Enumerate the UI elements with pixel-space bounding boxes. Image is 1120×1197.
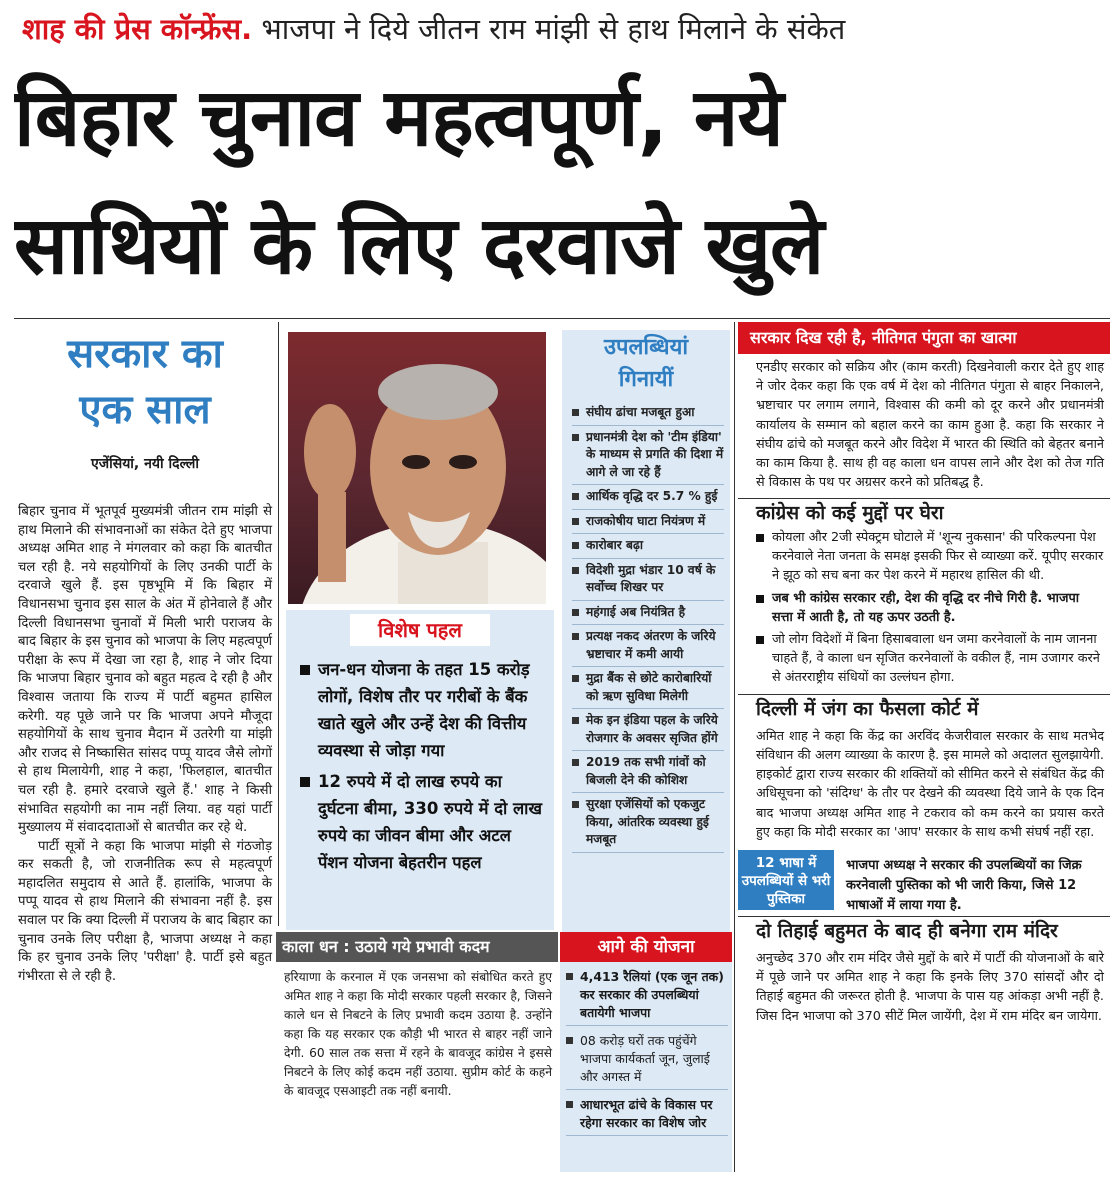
left-paragraph-1: बिहार चुनाव में भूतपूर्व मुख्यमंत्री जीतन राम मांझी से हाथ मिलाने की संभावनाओं का संकेत देते हुए भाजपा अध्यक्ष अमित शाह ने मंगलवार को कहा कि बातचीत चल रही है. नये सहयोगियों के लिए उनकी पार्टी के दरवाजे खुले हैं. इस पृष्ठभूमि में कि बिहार में विधानसभा चुनाव इस साल के अंत में होनेवाले हैं और दिल्ली विधानसभा चुनावों में मिली भारी पराजय के बाद बिहार के इस चुनाव को भाजपा के लिए महत्वपूर्ण परीक्षा के रूप में देखा जा रहा है, शाह ने जोर दिया कि भाजपा बिहार चुनाव को बहुत महत्व दे रही है और विश्वास जताया कि राज्य में पार्टी बहुमत हासिल करेगी. यह पूछे जाने पर कि भाजपा अपने मौजूदा सहयोगियों के साथ चुनाव मैदान में उतरेगी या मांझी और राजद से निष्कासित सांसद पप्पू यादव जैसे लोगों से हाथ मिलायेगी, शाह ने कहा, 'फिलहाल, बातचीत चल रही है. हमारे दरवाजे खुले हैं.' शाह ने किसी संभावित सहयोगी का नाम नहीं लिया. वह यहां पार्टी मुख्यालय में संवाददाताओं से बातचीत कर रहे थे. [18, 504, 272, 836]
list-item: राजकोषीय घाटा नियंत्रण में [572, 513, 724, 535]
section-heading-congress: कांग्रेस को कई मुद्दों पर घेरा [738, 498, 1110, 527]
section-bar-policy: सरकार दिख रही है, नीतिगत पंगुता का खात्मा [738, 322, 1110, 354]
list-item: 12 रुपये में दो लाख रुपये का दुर्घटना बीमा, 330 रुपये में दो लाख रुपये का जीवन बीमा और अटल पेंशन योजना बेहतरीन पहल [300, 768, 544, 876]
special-initiatives-box [286, 610, 554, 930]
future-plan-box [560, 932, 732, 1172]
right-column [738, 322, 1110, 1172]
list-item: आर्थिक वृद्धि दर 5.7 % हुई [572, 488, 724, 510]
headline-divider [14, 318, 1110, 319]
left-paragraph-2: पार्टी सूत्रों ने कहा कि भाजपा मांझी से गंठजोड़ कर सकती है, जो राजनीतिक रूप से महत्वपूर्ण महादलित समुदाय से आते हैं. हालांकि, भाजपा के पप्पू यादव से हाथ मिलाने की संभावना नहीं है. इस सवाल पर कि क्या दिल्ली में पराजय के बाद बिहार का चुनाव उनके लिए परीक्षा है, भाजपा अध्यक्ष ने कहा कि हर चुनाव उनके लिए 'परीक्षा' है. पार्टी इसे बहुत गंभीरता से ले रही है. [18, 838, 272, 984]
list-item: जब भी कांग्रेस सरकार रही, देश की वृद्धि दर नीचे गिरी है. भाजपा सत्ता में आती है, तो यह ऊपर उठती है. [756, 590, 1104, 628]
achievements-list [572, 404, 724, 853]
list-item: विदेशी मुद्रा भंडार 10 वर्ष के सर्वोच्च शिखर पर [572, 562, 724, 601]
black-money-box [276, 932, 558, 1172]
achievements-title [562, 332, 730, 396]
special-initiatives-list [300, 656, 544, 876]
list-item: कोयला और 2जी स्पेक्ट्रम घोटाले में 'शून्य नुकसान' की परिकल्पना पेश करनेवाले नेता जनता के समक्ष इसकी फिर से व्याख्या करें. यूपीए सरकार ने झूठ को सच बना कर पेश करने में महारथ हासिल की थी. [756, 529, 1104, 585]
list-item: संघीय ढांचा मजबूत हुआ [572, 404, 724, 426]
list-item: मुद्रा बैंक से छोटे कारोबारियों को ऋण सुविधा मिलेगी [572, 670, 724, 709]
black-money-bar: काला धन : उठाये गये प्रभावी कदम [276, 932, 558, 962]
left-article-body [18, 503, 272, 986]
kicker-red: शाह की प्रेस कॉन्फ्रेंस. [22, 12, 253, 46]
booklet-box [738, 850, 1110, 914]
kicker [22, 6, 1102, 52]
list-item: कारोबार बढ़ा [572, 537, 724, 559]
booklet-text: भाजपा अध्यक्ष ने सरकार की उपलब्धियों का जिक्र करनेवाली पुस्तिका को भी जारी किया, जिसे 12 भाषाओं में लाया गया है. [846, 858, 1082, 914]
special-initiatives-title: विशेष पहल [350, 614, 490, 646]
ram-mandir-body: अनुच्छेद 370 और राम मंदिर जैसे मुद्दों के बारे में पार्टी की योजनाओं के बारे में पूछे जाने पर अमित शाह ने कहा कि इनके लिए 370 सांसदों और दो तिहाई बहुमत की जरूरत होती है. भाजपा के पास यह आंकड़ा अभी नहीं है. जिस दिन भाजपा को 370 सीटें मिल जायेंगी, देश में राम मंदिर बन जायेगा. [756, 951, 1104, 1024]
left-column [18, 322, 272, 1172]
list-item: आधारभूत ढांचे के विकास पर रहेगा सरकार का विशेष जोर [566, 1096, 728, 1136]
left-title-line-1: सरकार का [67, 331, 223, 377]
kicker-text: भाजपा ने दिये जीतन राम मांझी से हाथ मिलाने के संकेत [261, 12, 846, 46]
list-item: प्रधानमंत्री देश को 'टीम इंडिया' के माध्यम से प्रगति की दिशा में आगे ले जा रहे हैं [572, 429, 724, 486]
policy-body: एनडीए सरकार को सक्रिय और (काम करती) दिखनेवाली करार देते हुए शाह ने जोर देकर कहा कि एक वर्ष में देश को नीतिगत पंगुता से बाहर निकालने, भ्रष्टाचार पर लगाम लगाने, विश्वास की कमी को दूर करने और प्रधानमंत्री कार्यालय के सम्मान को बहाल करने का काम हुआ है. कहा कि सरकार ने संघीय ढांचे को मजबूत करने और विदेश में भारत की स्थिति को बेहतर बनाने का काम किया है. साथ ही वह काला धन वापस लाने और देश को तेज गति से विकास के पथ पर अग्रसर करने को प्रतिबद्ध है. [756, 360, 1104, 491]
section-heading-delhi: दिल्ली में जंग का फैसला कोर्ट में [738, 694, 1110, 723]
list-item: मेक इन इंडिया पहल के जरिये रोजगार के अवसर सृजित होंगे [572, 712, 724, 751]
list-item: 2019 तक सभी गांवों को बिजली देने की कोशिश [572, 754, 724, 793]
list-item: महंगाई अब नियंत्रित है [572, 604, 724, 626]
headline [14, 54, 1110, 316]
list-item: जन-धन योजना के तहत 15 करोड़ लोगों, विशेष तौर पर गरीबों के बैंक खाते खुले और उन्हें देश की वित्तीय व्यवस्था से जोड़ा गया [300, 656, 544, 764]
headline-line-2: साथियों के लिए दरवाजे खुले [14, 199, 824, 292]
portrait-illustration [288, 332, 546, 604]
future-plan-list [560, 962, 732, 1172]
section-heading-ram-mandir: दो तिहाई बहुमत के बाद ही बनेगा राम मंदिर [738, 916, 1110, 945]
left-title [18, 326, 272, 438]
column-divider-left [278, 322, 279, 926]
headline-line-1: बिहार चुनाव महत्वपूर्ण, नये [14, 71, 783, 164]
delhi-body: अमित शाह ने कहा कि केंद्र का अरविंद केजरीवाल सरकार के साथ मतभेद संविधान की अलग व्याख्या के कारण है. इस मामले को अदालत सुलझायेगी. हाइकोर्ट द्वारा राज्य सरकार की शक्तियों को सीमित करने से संबंधित केंद्र की अधिसूचना को 'संदिग्ध' के तौर पर देखने की व्यवस्था दिये जाने के एक दिन बाद भाजपा अध्यक्ष अमित शाह ने टकराव को कम करने का प्रयास करते हुए कहा कि मोदी सरकार का 'आप' सरकार के साथ कभी संघर्ष नहीं रहा. [756, 728, 1105, 840]
achievements-box [562, 330, 730, 934]
black-money-body: हरियाणा के करनाल में एक जनसभा को संबोधित करते हुए अमित शाह ने कहा कि मोदी सरकार पहली सरकार है, जिसने काले धन से निबटने के लिए प्रभावी कदम उठाया है. उन्होंने कहा कि यह सरकार एक कौड़ी भी भारत से बाहर नहीं जाने देगी. 60 साल तक सत्ता में रहने के बावजूद कांग्रेस ने इससे निबटने के लिए कोई कदम नहीं उठाया. सुप्रीम कोर्ट के कहने के बावजूद एसआइटी तक नहीं बनायी. [284, 970, 552, 1098]
list-item: जो लोग विदेशों में बिना हिसाबवाला धन जमा करनेवालों के नाम जानना चाहते हैं, वे काला धन सृजित करनेवालों के वकील हैं, नाम उजागर करने से अंतरराष्ट्रीय संधियों का उल्लंघन होगा. [756, 631, 1104, 687]
column-divider-right [734, 322, 735, 1172]
portrait-photo [288, 332, 546, 604]
list-item: प्रत्यक्ष नकद अंतरण के जरिये भ्रष्टाचार में कमी आयी [572, 628, 724, 667]
future-plan-bar: आगे की योजना [560, 932, 732, 962]
list-item: सुरक्षा एजेंसियों को एकजुट किया, आंतरिक व्यवस्था हुई मजबूत [572, 796, 724, 853]
achievements-title-line-1: उपलब्धियां [603, 335, 689, 360]
list-item: 4,413 रैलियां (एक जून तक) कर सरकार की उपलब्धियां बतायेगी भाजपा [566, 968, 728, 1026]
left-title-line-2: एक साल [79, 387, 211, 433]
list-item: 08 करोड़ घरों तक पहुंचेंगे भाजपा कार्यकर्ता जून, जुलाई और अगस्त में [566, 1032, 728, 1090]
booklet-label: 12 भाषा में उपलब्धियों से भरी पुस्तिका [738, 850, 834, 910]
achievements-title-line-2: गिनायीं [618, 367, 674, 392]
byline: एजेंसियां, नयी दिल्ली [90, 456, 200, 472]
congress-list [738, 527, 1110, 687]
